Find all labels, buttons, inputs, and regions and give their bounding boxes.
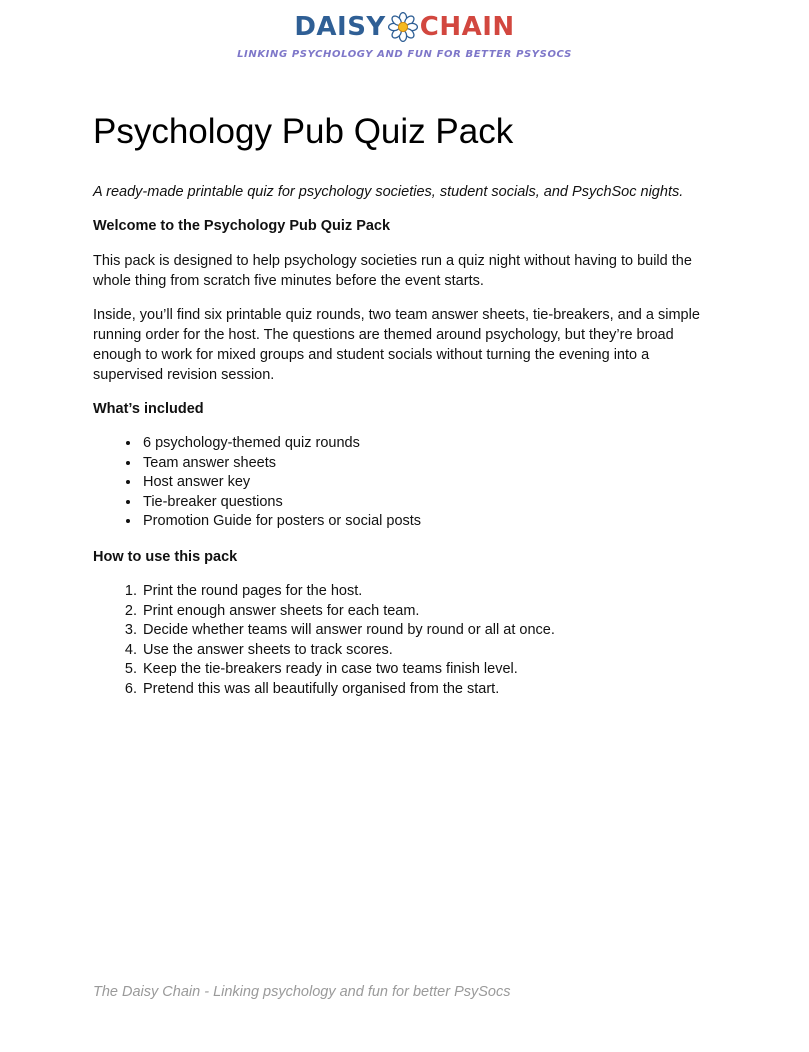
daisy-chain-logo (294, 10, 514, 44)
howto-list (93, 582, 718, 700)
intro-text: A ready-made printable quiz for psychology societies, student socials, and PsychSoc nights. (93, 184, 684, 200)
list-item: 1. Print the round pages for the host. (141, 582, 718, 602)
list-item: • Promotion Guide for posters or social posts (141, 512, 718, 532)
list-item: • Host answer key (141, 473, 718, 493)
welcome-heading: Welcome to the Psychology Pub Quiz Pack (93, 218, 391, 234)
included-heading: What’s included (93, 401, 204, 417)
paragraph: Inside, you’ll find six printable quiz rounds, two team answer sheets, tie-breakers, and a simple running order for the host. The questions are themed around psychology, but they’re broad enough to work for mixed groups and student socials without turning the evening into a supervised revision session. (93, 307, 700, 383)
list-item: • Team answer sheets (141, 454, 718, 474)
logo-word-daisy: DAISY (294, 12, 386, 42)
included-list (93, 434, 718, 532)
page-footer: The Daisy Chain - Linking psychology and fun for better PsySocs (93, 984, 511, 1000)
list-item: 2. Print enough answer sheets for each team. (141, 602, 718, 622)
page-header (0, 10, 809, 60)
header-tagline: LINKING PSYCHOLOGY AND FUN FOR BETTER PSYSOCS (237, 49, 572, 60)
logo-word-chain: CHAIN (419, 12, 515, 42)
howto-heading: How to use this pack (93, 548, 238, 565)
document-body (93, 110, 718, 715)
list-item: 6. Pretend this was all beautifully organised from the start. (141, 680, 718, 700)
page-title: Psychology Pub Quiz Pack (93, 112, 514, 151)
list-item: • Tie-breaker questions (141, 493, 718, 513)
paragraph: This pack is designed to help psychology societies run a quiz night without having to build the whole thing from scratch five minutes before the event starts. (93, 253, 692, 289)
list-item: 3. Decide whether teams will answer round by round or all at once. (141, 621, 718, 641)
list-item: 5. Keep the tie-breakers ready in case two teams finish level. (141, 660, 718, 680)
list-item: • 6 psychology-themed quiz rounds (141, 434, 718, 454)
list-item: 4. Use the answer sheets to track scores. (141, 641, 718, 661)
daisy-flower-icon (386, 12, 420, 42)
